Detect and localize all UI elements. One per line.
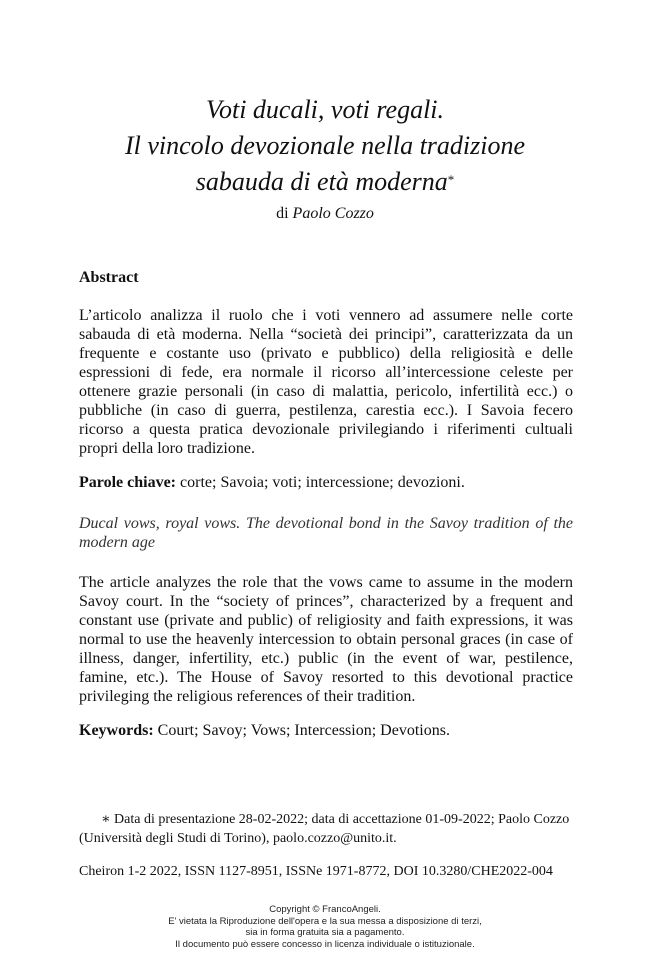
footnote <box>79 810 573 848</box>
keywords-english-text: Court; Savoy; Vows; Intercession; Devotions. <box>157 722 450 739</box>
copyright-line-4: Il documento può essere concesso in licenza individuale o istituzionale. <box>175 938 475 950</box>
keywords-italian-label: Parole chiave: <box>79 474 177 491</box>
abstract-text: L’articolo analizza il ruolo che i voti vennero ad assumere nelle corte sabauda di età moderna. Nella “società dei principi”, caratterizzata da un frequente e costante uso (privato e pubblico) della religiosità e delle espressioni di fede, era normale il ricorso all’intercessione celeste per ottenere grazie personali (in caso di malattia, pericolo, infertilità ecc.) o pubbliche (in caso di guerra, pestilenza, carestia ecc.). I Savoia fecero ricorso a questa pratica devozionale privilegiando i riferimenti cultuali propri della loro tradizione. <box>79 307 573 457</box>
footnote-marker: ∗ <box>101 812 111 827</box>
author-line <box>0 205 650 223</box>
journal-citation: Cheiron 1-2 2022, ISSN 1127-8951, ISSNe 1971-8772, DOI 10.3280/CHE2022-004 <box>79 864 553 879</box>
keywords-english-label: Keywords: <box>79 722 154 739</box>
keywords-italian-text: corte; Savoia; voti; intercessione; devozioni. <box>180 474 465 491</box>
author-name: Paolo Cozzo <box>292 205 374 222</box>
title-line-1: Voti ducali, voti regali. <box>205 95 445 124</box>
title-line-2: Il vincolo devozionale nella tradizione <box>124 131 526 160</box>
author-prefix: di <box>276 205 289 222</box>
title-line-3: sabauda di età moderna <box>195 167 448 196</box>
footnote-text: Data di presentazione 28-02-2022; data di accettazione 01-09-2022; Paolo Cozzo (Università degli Studi di Torino), paolo.cozzo@unito.it. <box>79 812 570 846</box>
article-title <box>60 92 590 200</box>
keywords-english <box>79 721 573 740</box>
copyright-notice <box>0 904 650 950</box>
title-line-3-wrap <box>60 164 590 200</box>
english-title: Ducal vows, royal vows. The devotional bond in the Savoy tradition of the modern age <box>79 515 573 551</box>
abstract-heading: Abstract <box>79 269 139 286</box>
title-footnote-marker[interactable]: * <box>447 172 455 187</box>
keywords-italian <box>79 473 573 492</box>
copyright-line-1: Copyright © FrancoAngeli. <box>269 904 381 915</box>
english-abstract-text: The article analyzes the role that the vows came to assume in the modern Savoy court. In the “society of princes”, characterized by a frequent and constant use (private and public) of religiosity and faith expressions, it was normal to use the heavenly intercession to obtain personal graces (in case of illness, danger, infertility, etc.) public (in the event of war, pestilence, famine, etc.). The House of Savoy resorted to this devotional practice privileging the religious references of their tradition. <box>79 574 573 705</box>
copyright-line-3: sia in forma gratuita sia a pagamento. <box>245 927 405 938</box>
copyright-line-2: E' vietata la Riproduzione dell'opera e la sua messa a disposizione di terzi, <box>168 915 482 927</box>
